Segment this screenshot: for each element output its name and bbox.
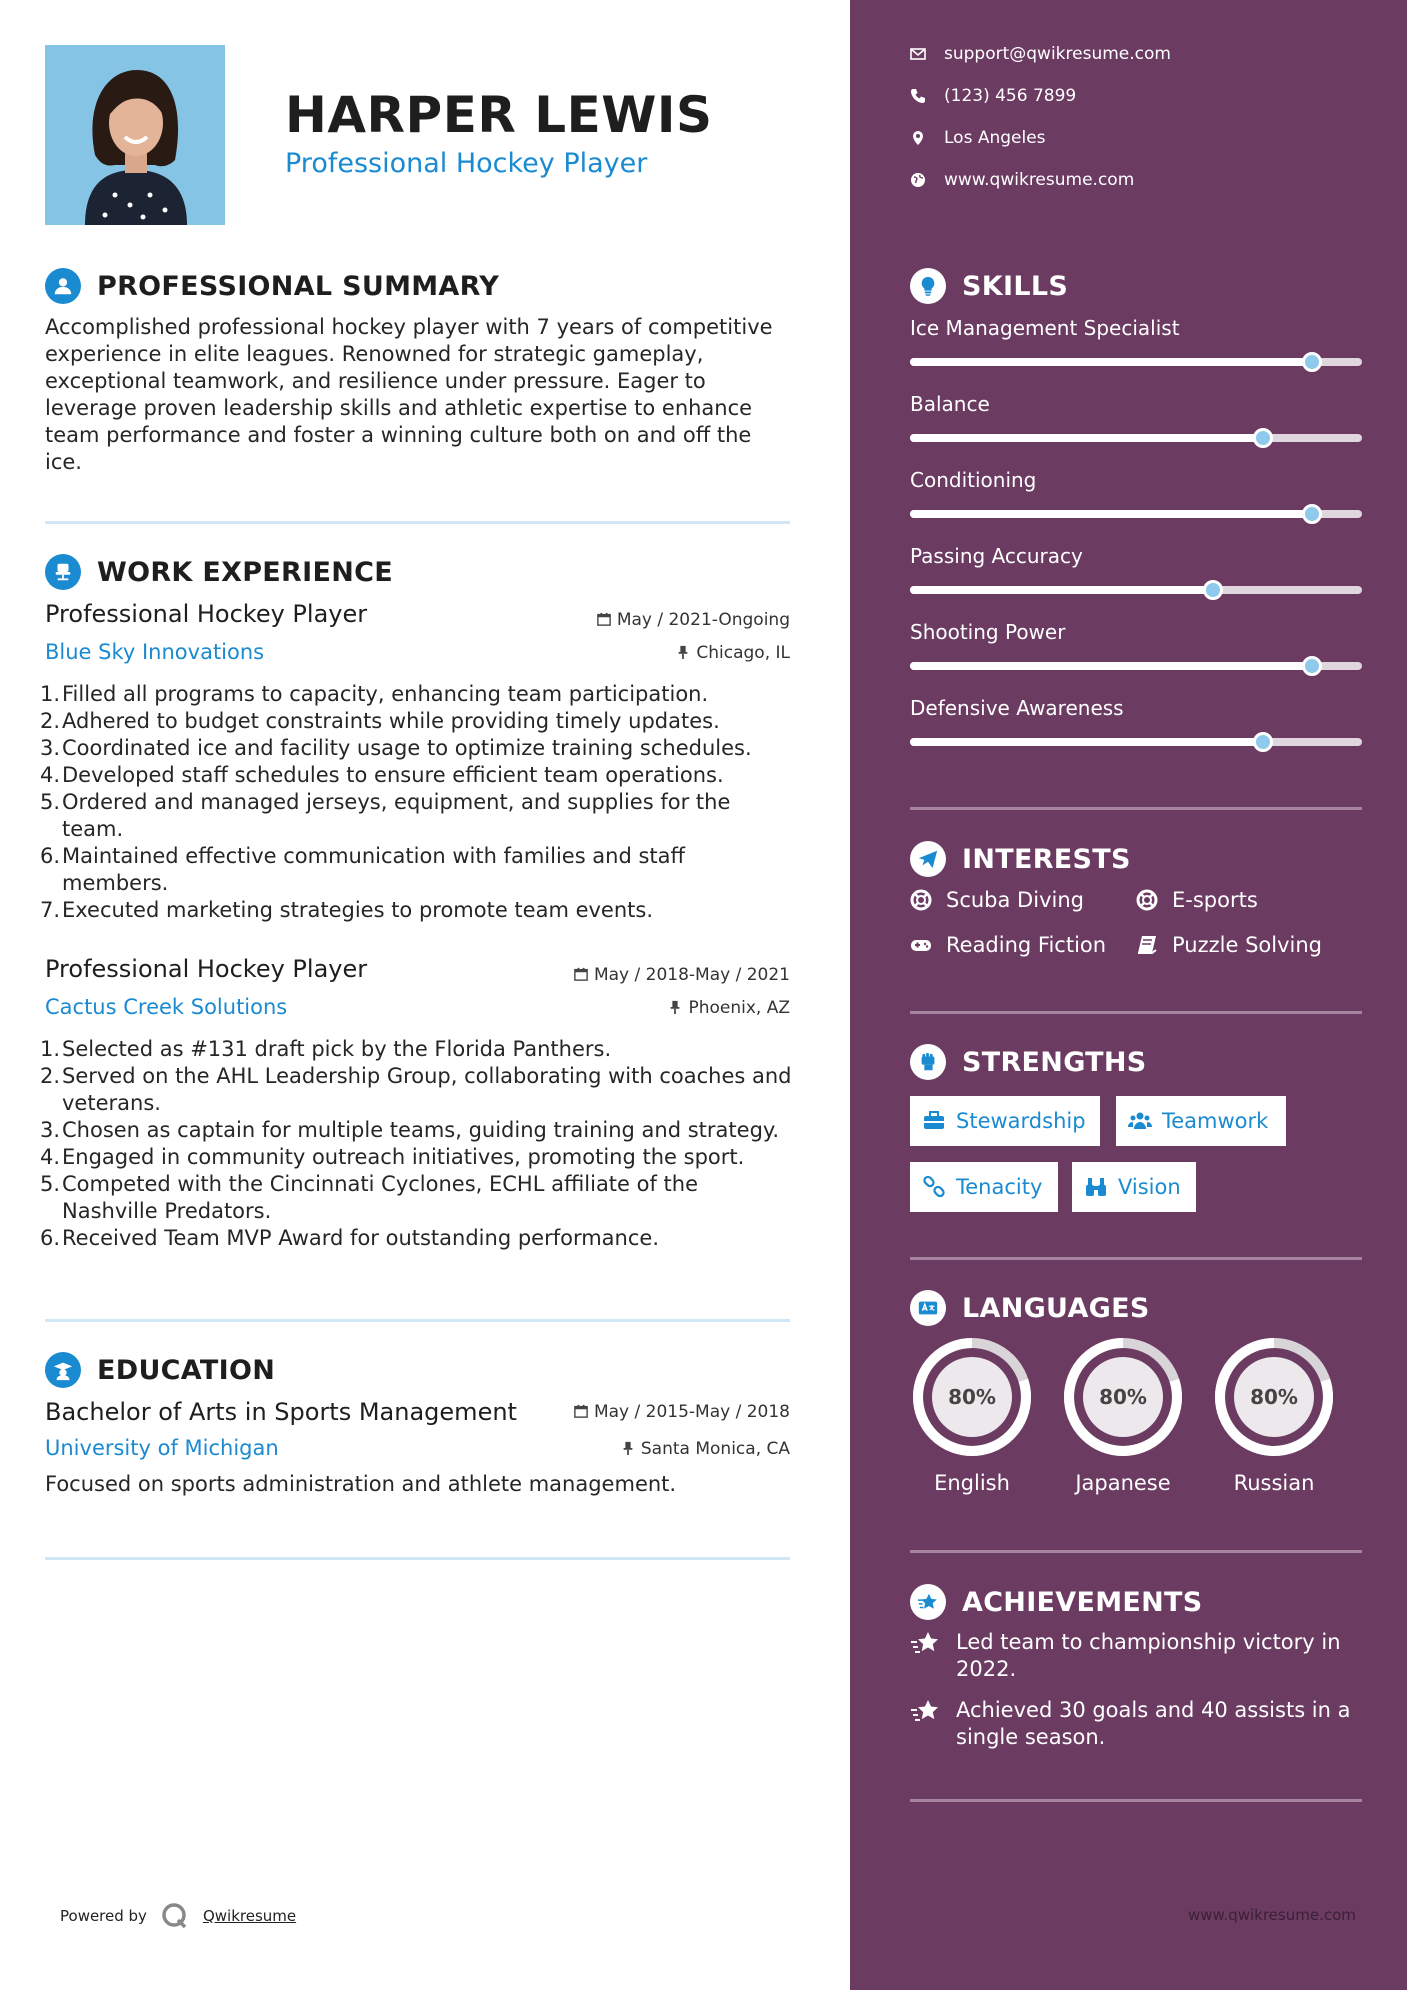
job-dates: [540, 965, 790, 985]
gamepad-icon: [910, 934, 932, 956]
email-text: support@qwikresume.com: [944, 44, 1171, 64]
education-description: Focused on sports administration and athlete management.: [45, 1472, 677, 1496]
experience-title: WORK EXPERIENCE: [97, 556, 393, 588]
skill-bar-fill: [910, 662, 1312, 670]
education-heading: [45, 1352, 275, 1388]
candidate-name: HARPER LEWIS: [285, 86, 713, 144]
skill-level-knob: [1203, 580, 1223, 600]
language-ring: [1212, 1335, 1336, 1459]
interest-item: Reading Fiction: [910, 933, 1106, 957]
job-dates-text: May / 2018-May / 2021: [593, 965, 790, 985]
skill-bar: [910, 510, 1362, 518]
sidebar: [850, 0, 1407, 1990]
translate-icon: [910, 1290, 946, 1326]
shooting-star-icon: [910, 1629, 940, 1659]
list-item: 2. Adhered to budget constraints while providing timely updates.: [40, 709, 720, 733]
contact-phone[interactable]: [910, 86, 1076, 106]
profile-photo: [45, 45, 225, 225]
education-dates: [540, 1402, 790, 1422]
contact-email[interactable]: [910, 44, 1171, 64]
job-company: Cactus Creek Solutions: [45, 995, 288, 1019]
summary-text: Accomplished professional hockey player with 7 years of competitive experience in elite leagues. Renowned for strategic gameplay, exceptional teamwork, and resilience under pressure. Eager to leverage proven leadership skills and athletic expertise to enhance team performance and foster a winning culture both on and off the ice.: [45, 315, 773, 474]
job-dates-text: May / 2021-Ongoing: [616, 610, 790, 630]
qwikresume-link[interactable]: Qwikresume: [202, 1907, 297, 1925]
school-name: University of Michigan: [45, 1436, 279, 1460]
skill-bar-fill: [910, 738, 1263, 746]
language-item: [910, 1335, 1034, 1495]
calendar-icon: [597, 612, 611, 626]
book-icon: [1136, 934, 1158, 956]
skill-bar: [910, 738, 1362, 746]
languages-title: LANGUAGES: [962, 1292, 1150, 1324]
calendar-icon: [574, 967, 588, 981]
website-text: www.qwikresume.com: [944, 170, 1135, 190]
list-item: 3. Chosen as captain for multiple teams, guiding training and strategy.: [40, 1118, 780, 1142]
divider: [910, 807, 1362, 810]
education-location: [540, 1439, 790, 1459]
achievements-heading: [910, 1584, 1203, 1620]
star-badge-icon: [910, 1584, 946, 1620]
list-item: 4. Engaged in community outreach initiatives, promoting the sport.: [40, 1145, 745, 1169]
divider: [45, 1557, 790, 1560]
skill-level-knob: [1253, 732, 1273, 752]
skill-bar: [910, 662, 1362, 670]
globe-icon: [910, 172, 926, 188]
fist-icon: [910, 1044, 946, 1080]
office-chair-icon: [45, 554, 81, 590]
skills-title: SKILLS: [962, 270, 1069, 302]
skill-bar: [910, 358, 1362, 366]
language-name: English: [934, 1471, 1010, 1495]
skill-bar-fill: [910, 510, 1312, 518]
skill-level-knob: [1302, 504, 1322, 524]
strength-tag: Vision: [1072, 1162, 1196, 1212]
job-title: Professional Hockey Player: [45, 955, 368, 983]
interest-item: Scuba Diving: [910, 888, 1084, 912]
skill-bar: [910, 586, 1362, 594]
paper-plane-icon: [910, 841, 946, 877]
skill-level-knob: [1302, 352, 1322, 372]
job-location: [540, 998, 790, 1018]
divider: [45, 521, 790, 524]
pin-icon: [621, 1441, 635, 1455]
skill-label: Shooting Power: [910, 620, 1066, 644]
binoculars-icon: [1084, 1175, 1108, 1199]
language-name: Japanese: [1075, 1471, 1171, 1495]
skill-bar: [910, 434, 1362, 442]
job-location-text: Phoenix, AZ: [688, 998, 790, 1018]
divider: [910, 1011, 1362, 1014]
map-marker-icon: [910, 130, 926, 146]
job-title: Professional Hockey Player: [45, 600, 368, 628]
life-ring-icon: [910, 889, 932, 911]
contact-location: [910, 128, 1046, 148]
link-icon: [922, 1175, 946, 1199]
strength-tag: Tenacity: [910, 1162, 1058, 1212]
skill-level-knob: [1253, 428, 1273, 448]
list-item: 5. Competed with the Cincinnati Cyclones, ECHL affiliate of the Nashville Predators.: [40, 1172, 699, 1223]
education-title: EDUCATION: [97, 1354, 276, 1386]
job-location: [540, 643, 790, 663]
divider: [910, 1799, 1362, 1802]
list-item: 5. Ordered and managed jerseys, equipment, and supplies for the team.: [40, 790, 731, 841]
skills-heading: [910, 268, 1068, 304]
list-item: 3. Coordinated ice and facility usage to optimize training schedules.: [40, 736, 752, 760]
skill-level-knob: [1302, 656, 1322, 676]
skill-bar-fill: [910, 586, 1213, 594]
skill-label: Balance: [910, 392, 990, 416]
powered-by-label: Powered by: [60, 1907, 147, 1925]
divider: [910, 1257, 1362, 1260]
list-item: 1. Filled all programs to capacity, enhancing team participation.: [40, 682, 709, 706]
lightbulb-icon: [910, 268, 946, 304]
job-duties: [40, 681, 800, 924]
degree-title: Bachelor of Arts in Sports Management: [45, 1398, 517, 1426]
achievement-item: Led team to championship victory in 2022.: [910, 1629, 1370, 1683]
job-duties: [40, 1036, 800, 1252]
footer-powered-by: [60, 1902, 296, 1930]
calendar-icon: [574, 1404, 588, 1418]
shooting-star-icon: [910, 1697, 940, 1727]
education-dates-text: May / 2015-May / 2018: [593, 1402, 790, 1422]
summary-heading: [45, 268, 499, 304]
skill-label: Passing Accuracy: [910, 544, 1083, 568]
interest-item: E-sports: [1136, 888, 1258, 912]
achievement-item: Achieved 30 goals and 40 assists in a single season.: [910, 1697, 1370, 1751]
user-icon: [45, 268, 81, 304]
graduate-icon: [45, 1352, 81, 1388]
language-ring: [910, 1335, 1034, 1459]
interest-item: Puzzle Solving: [1136, 933, 1322, 957]
job-location-text: Chicago, IL: [696, 643, 790, 663]
achievements-title: ACHIEVEMENTS: [962, 1586, 1203, 1618]
qwikresume-logo-icon: [161, 1902, 189, 1930]
users-icon: [1128, 1109, 1152, 1133]
envelope-icon: [910, 46, 926, 62]
language-name: Russian: [1233, 1471, 1315, 1495]
strengths-title: STRENGTHS: [962, 1046, 1147, 1078]
pin-icon: [676, 645, 690, 659]
language-item: [1212, 1335, 1336, 1495]
skill-label: Conditioning: [910, 468, 1037, 492]
language-percent: 80%: [1099, 1385, 1147, 1409]
list-item: 4. Developed staff schedules to ensure efficient team operations.: [40, 763, 724, 787]
divider: [45, 1319, 790, 1322]
pin-icon: [668, 1000, 682, 1014]
interests-heading: [910, 841, 1131, 877]
list-item: 2. Served on the AHL Leadership Group, collaborating with coaches and veterans.: [40, 1064, 792, 1115]
language-item: [1061, 1335, 1185, 1495]
footer-website[interactable]: www.qwikresume.com: [1188, 1906, 1356, 1924]
phone-text: (123) 456 7899: [944, 86, 1077, 106]
strengths-heading: [910, 1044, 1147, 1080]
list-item: 6. Maintained effective communication with families and staff members.: [40, 844, 686, 895]
experience-heading: [45, 554, 393, 590]
list-item: 6. Received Team MVP Award for outstanding performance.: [40, 1226, 659, 1250]
list-item: 1. Selected as #131 draft pick by the Florida Panthers.: [40, 1037, 612, 1061]
life-ring-icon: [1136, 889, 1158, 911]
location-text: Los Angeles: [944, 128, 1046, 148]
summary-title: PROFESSIONAL SUMMARY: [97, 270, 500, 302]
language-ring: [1061, 1335, 1185, 1459]
language-percent: 80%: [948, 1385, 996, 1409]
candidate-title: Professional Hockey Player: [285, 148, 648, 179]
phone-icon: [910, 88, 926, 104]
contact-website[interactable]: [910, 170, 1134, 190]
skill-label: Defensive Awareness: [910, 696, 1124, 720]
divider: [910, 1550, 1362, 1553]
skill-bar-fill: [910, 434, 1263, 442]
job-dates: [540, 610, 790, 630]
language-percent: 80%: [1250, 1385, 1298, 1409]
interests-title: INTERESTS: [962, 843, 1131, 875]
list-item: 7. Executed marketing strategies to promote team events.: [40, 898, 654, 922]
education-location-text: Santa Monica, CA: [640, 1439, 790, 1459]
skill-label: Ice Management Specialist: [910, 316, 1180, 340]
strength-tag: Stewardship: [910, 1096, 1100, 1146]
skill-bar-fill: [910, 358, 1312, 366]
job-company: Blue Sky Innovations: [45, 640, 265, 664]
strength-tag: Teamwork: [1116, 1096, 1286, 1146]
languages-heading: [910, 1290, 1150, 1326]
briefcase-icon: [922, 1109, 946, 1133]
